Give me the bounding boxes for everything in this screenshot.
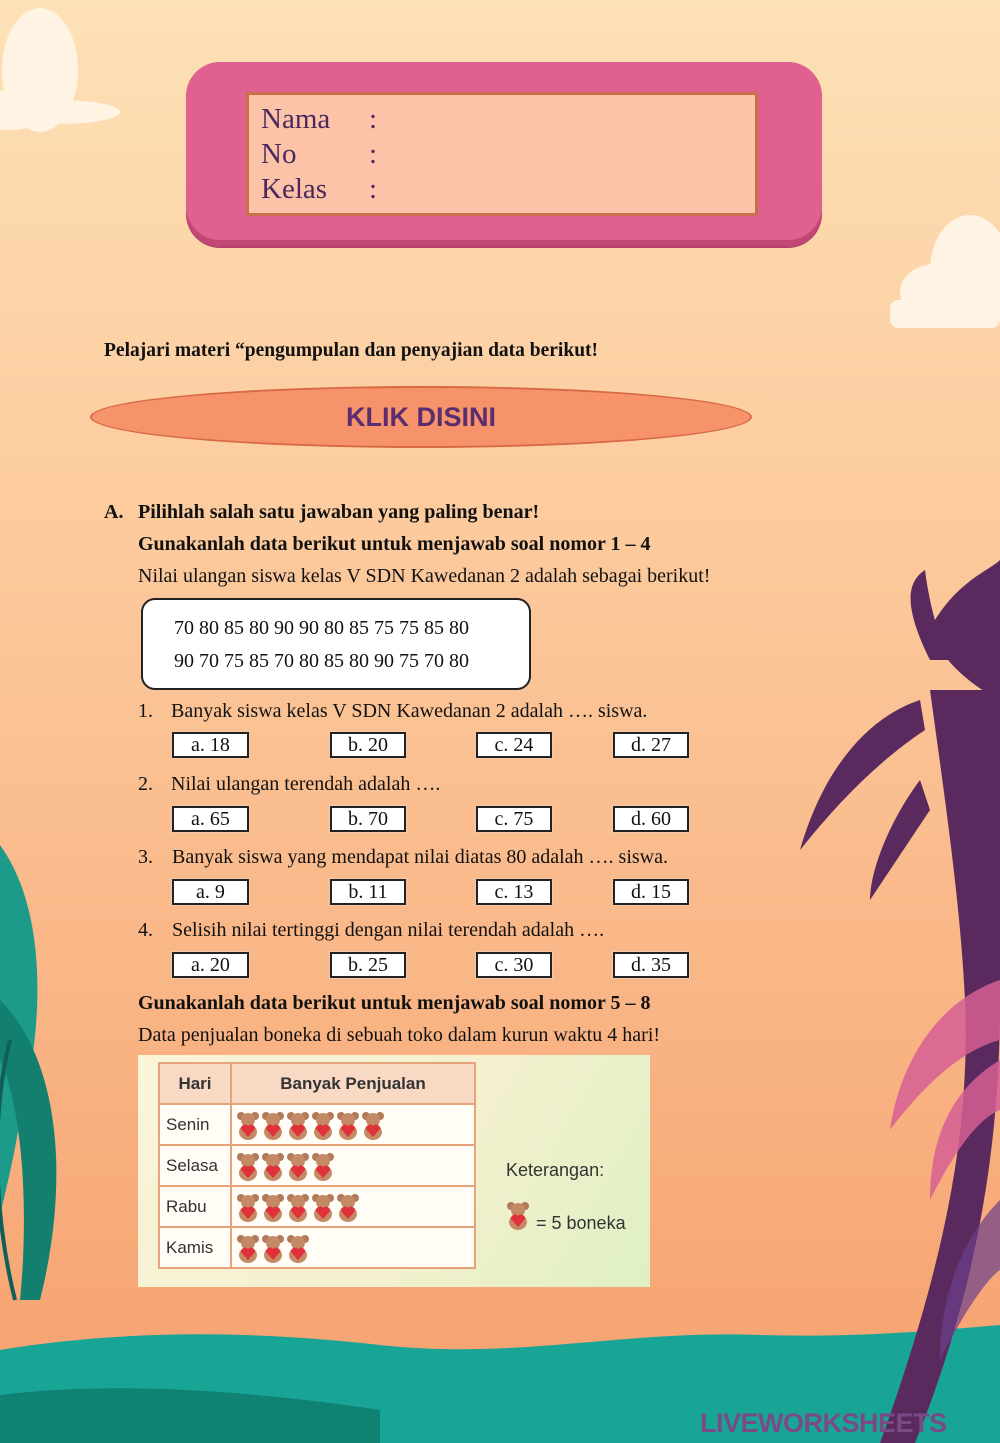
col-header-hari: Hari <box>159 1063 231 1104</box>
day-label: Kamis <box>159 1227 231 1268</box>
question-3-text: Banyak siswa yang mendapat nilai diatas 80 adalah …. siswa. <box>172 846 668 868</box>
q2-option-a[interactable]: a. 65 <box>172 806 249 832</box>
question-2-number: 2. <box>138 773 153 795</box>
teddy-bear-icon <box>261 1151 285 1181</box>
teddy-bear-icon <box>261 1233 285 1263</box>
teddy-bear-icon <box>336 1110 360 1140</box>
klik-disini-button[interactable]: KLIK DISINI <box>90 386 752 448</box>
instruction-text: Pelajari materi “pengumpulan dan penyajian data berikut! <box>104 340 599 361</box>
q3-option-a[interactable]: a. 9 <box>172 879 249 905</box>
icon-cell <box>231 1104 475 1145</box>
q3-option-d[interactable]: d. 15 <box>613 879 689 905</box>
section-title: Pilihlah salah satu jawaban yang paling benar! <box>138 501 540 523</box>
field-no-label: No <box>261 138 297 170</box>
field-no-colon: : <box>369 138 378 170</box>
teddy-bear-icon <box>311 1110 335 1140</box>
col-header-penjualan: Banyak Penjualan <box>231 1063 475 1104</box>
pictogram-table <box>158 1062 476 1269</box>
q3-option-c[interactable]: c. 13 <box>476 879 552 905</box>
group2-title: Gunakanlah data berikut untuk menjawab soal nomor 5 – 8 <box>138 992 651 1014</box>
field-kelas-colon: : <box>369 173 378 205</box>
teddy-bear-icon <box>311 1151 335 1181</box>
question-3-options <box>0 879 1000 907</box>
q2-option-c[interactable]: c. 75 <box>476 806 552 832</box>
table-row <box>159 1186 475 1227</box>
student-info-card <box>186 62 822 246</box>
group1-title: Gunakanlah data berikut untuk menjawab soal nomor 1 – 4 <box>138 533 651 555</box>
teddy-bear-icon <box>236 1151 260 1181</box>
pictogram-panel <box>138 1055 650 1287</box>
teddy-bear-icon <box>261 1192 285 1222</box>
legend-text: = 5 boneka <box>536 1213 626 1233</box>
field-kelas[interactable] <box>261 173 378 206</box>
question-3-number: 3. <box>138 846 153 868</box>
q1-option-b[interactable]: b. 20 <box>330 732 406 758</box>
teddy-bear-icon <box>236 1192 260 1222</box>
question-1-options <box>0 732 1000 760</box>
question-2-options <box>0 806 1000 834</box>
group2-intro: Data penjualan boneka di sebuah toko dalam kurun waktu 4 hari! <box>138 1024 661 1046</box>
question-4-number: 4. <box>138 919 153 941</box>
group1-intro: Nilai ulangan siswa kelas V SDN Kawedanan 2 adalah sebagai berikut! <box>138 565 711 587</box>
question-2-text: Nilai ulangan terendah adalah …. <box>171 773 441 795</box>
teddy-bear-icon <box>506 1200 530 1230</box>
teddy-bear-icon <box>286 1151 310 1181</box>
q3-option-b[interactable]: b. 11 <box>330 879 406 905</box>
q4-option-d[interactable]: d. 35 <box>613 952 689 978</box>
field-nama-colon: : <box>369 103 378 135</box>
score-data-line: 90 70 75 85 70 80 85 80 90 75 70 80 <box>174 650 469 672</box>
day-label: Rabu <box>159 1186 231 1227</box>
student-info-panel <box>246 92 758 216</box>
q1-option-c[interactable]: c. 24 <box>476 732 552 758</box>
table-row <box>159 1227 475 1268</box>
day-label: Selasa <box>159 1145 231 1186</box>
q1-option-a[interactable]: a. 18 <box>172 732 249 758</box>
day-label: Senin <box>159 1104 231 1145</box>
legend-title: Keterangan: <box>506 1160 605 1180</box>
teddy-bear-icon <box>361 1110 385 1140</box>
field-kelas-label: Kelas <box>261 173 328 205</box>
section-letter: A. <box>104 501 124 523</box>
q4-option-a[interactable]: a. 20 <box>172 952 249 978</box>
field-nama-label: Nama <box>261 103 331 135</box>
teddy-bear-icon <box>286 1192 310 1222</box>
q2-option-d[interactable]: d. 60 <box>613 806 689 832</box>
score-data-line: 70 80 85 80 90 90 80 85 75 75 85 80 <box>174 617 469 639</box>
table-row <box>159 1104 475 1145</box>
teddy-bear-icon <box>236 1233 260 1263</box>
score-data-box <box>141 598 531 690</box>
question-4-options <box>0 952 1000 980</box>
icon-cell <box>231 1186 475 1227</box>
teddy-bear-icon <box>311 1192 335 1222</box>
q2-option-b[interactable]: b. 70 <box>330 806 406 832</box>
q1-option-d[interactable]: d. 27 <box>613 732 689 758</box>
question-1-text: Banyak siswa kelas V SDN Kawedanan 2 adalah …. siswa. <box>171 700 648 722</box>
icon-cell <box>231 1227 475 1268</box>
teddy-bear-icon <box>261 1110 285 1140</box>
q4-option-b[interactable]: b. 25 <box>330 952 406 978</box>
liveworksheets-logo: LIVEWORKSHEETS <box>700 1408 947 1438</box>
question-1-number: 1. <box>138 700 153 722</box>
q4-option-c[interactable]: c. 30 <box>476 952 552 978</box>
teddy-bear-icon <box>236 1110 260 1140</box>
icon-cell <box>231 1145 475 1186</box>
field-no[interactable] <box>261 138 378 171</box>
teddy-bear-icon <box>286 1110 310 1140</box>
question-4-text: Selisih nilai tertinggi dengan nilai terendah adalah …. <box>172 919 605 941</box>
table-row <box>159 1145 475 1186</box>
field-nama[interactable] <box>261 103 378 136</box>
teddy-bear-icon <box>286 1233 310 1263</box>
teddy-bear-icon <box>336 1192 360 1222</box>
